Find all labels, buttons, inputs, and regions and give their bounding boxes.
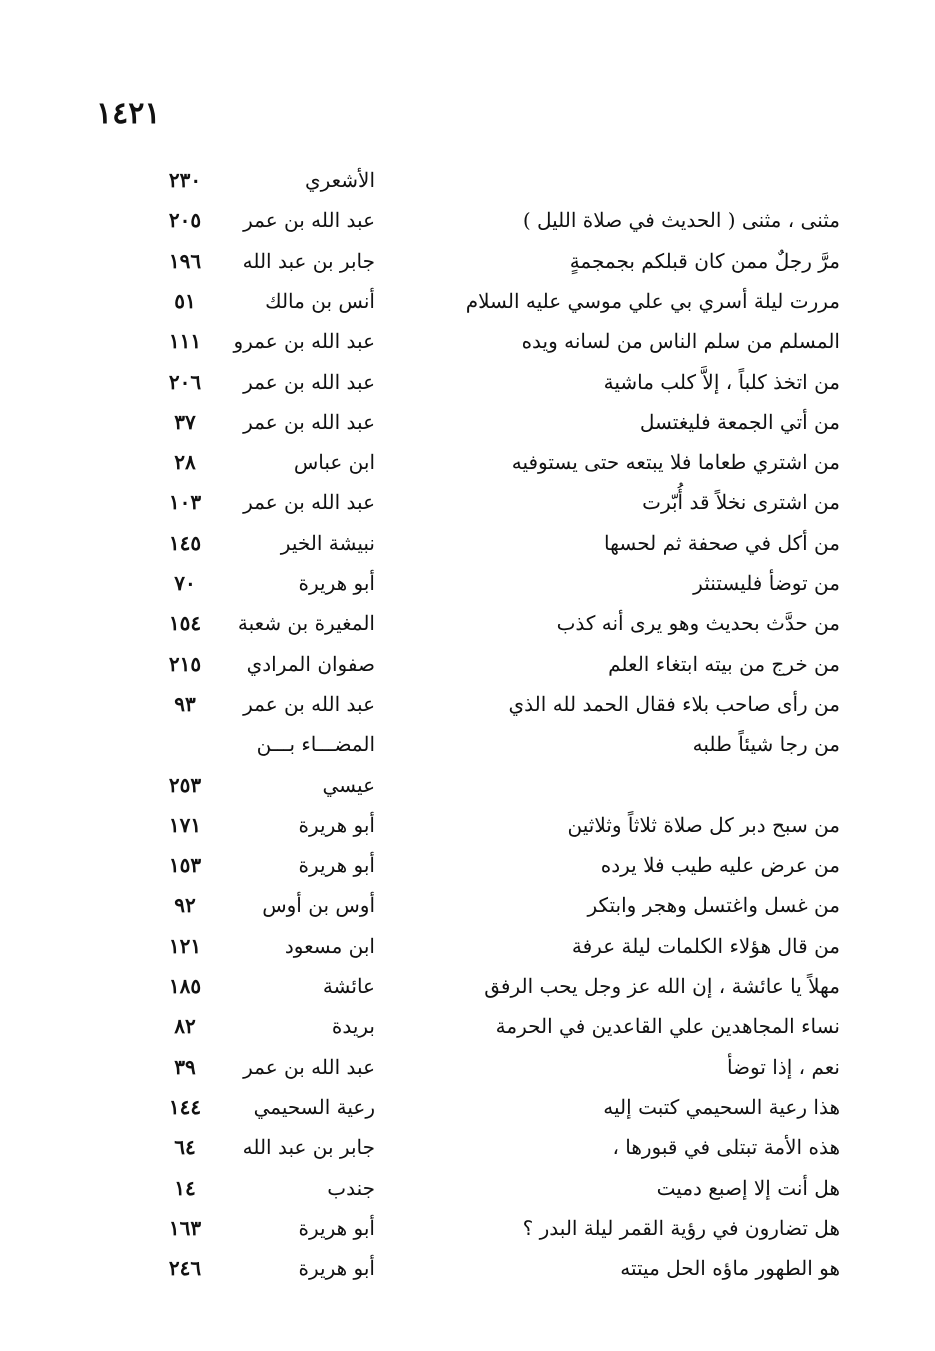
index-row	[0, 724, 935, 764]
hadith-number: ١٧١	[168, 812, 202, 837]
hadith-text: نعم ، إذا توضأ	[726, 1054, 840, 1079]
hadith-number: ٣٩	[174, 1054, 196, 1079]
hadith-number: ١٥٣	[168, 853, 202, 878]
hadith-text: هذا رعية السحيمي كتبت إليه	[603, 1094, 840, 1119]
hadith-number: ٧٠	[174, 571, 196, 595]
hadith-text: من اشتري طعاما فلا يبتعه حتى يستوفيه	[511, 450, 840, 475]
narrator-name: عبد الله بن عمر	[243, 1054, 375, 1079]
hadith-number: ٥١	[174, 288, 196, 313]
hadith-number: ١٠٣	[168, 490, 202, 515]
narrator-name: عبد الله بن عمرو	[233, 329, 375, 354]
index-row	[0, 1248, 935, 1288]
hadith-text: من أكل في صحفة ثم لحسها	[604, 530, 840, 555]
hadith-number: ٢١٥	[168, 651, 202, 676]
narrator-name: عبد الله بن عمر	[243, 369, 375, 394]
narrator-name: أبو هريرة	[298, 853, 375, 878]
hadith-number: ٩٢	[174, 893, 196, 918]
hadith-text: هل أنت إلا إصبع دميت	[656, 1175, 840, 1200]
hadith-text: من سبح دبر كل صلاة ثلاثاً وثلاثين	[567, 812, 840, 837]
index-row	[0, 644, 935, 684]
index-row	[0, 362, 935, 402]
index-row	[0, 1006, 935, 1046]
narrator-name: عبد الله بن عمر	[243, 409, 375, 434]
page-number: ١٤٢١	[96, 96, 161, 131]
index-row	[0, 1168, 935, 1208]
index-row	[0, 241, 935, 281]
hadith-number: ٦٤	[174, 1135, 196, 1160]
index-row	[0, 765, 935, 805]
index-row	[0, 966, 935, 1006]
hadith-text: من حدَّث بحديث وهو يرى أنه كذب	[556, 611, 840, 636]
narrator-name: ابن مسعود	[284, 933, 375, 958]
hadith-number: ٨٢	[174, 1014, 196, 1039]
index-row	[0, 281, 935, 321]
hadith-number: ١٨٥	[168, 974, 202, 998]
narrator-name: الأشعري	[304, 168, 375, 192]
hadith-text: مهلاً يا عائشة ، إن الله عز وجل يحب الرفق	[484, 974, 840, 998]
narrator-name: أبو هريرة	[298, 1215, 375, 1240]
hadith-number: ٢٠٥	[168, 208, 202, 233]
hadith-number: ١٤٤	[168, 1094, 202, 1119]
index-row	[0, 563, 935, 603]
index-row	[0, 402, 935, 442]
hadith-text: من أتي الجمعة فليغتسل	[639, 409, 840, 434]
hadith-text: من رجا شيئاً طلبه	[692, 732, 840, 757]
index-row	[0, 845, 935, 885]
hadith-number: ١٦٣	[168, 1215, 202, 1240]
hadith-number: ١٤٥	[168, 530, 202, 555]
hadith-text: من قال هؤلاء الكلمات ليلة عرفة	[571, 933, 840, 958]
narrator-name: أبو هريرة	[298, 812, 375, 837]
hadith-text: من خرج من بيته ابتغاء العلم	[608, 651, 840, 676]
narrator-name: صفوان المرادي	[246, 651, 375, 676]
hadith-text: من رأى صاحب بلاء فقال الحمد لله الذي	[508, 691, 840, 716]
hadith-number: ١٩٦	[168, 248, 202, 273]
hadith-text: هو الطهور ماؤه الحل ميتته	[620, 1256, 840, 1281]
hadith-text: هذه الأمة تبتلى في قبورها ،	[612, 1135, 840, 1160]
index-row	[0, 1087, 935, 1127]
hadith-number: ٢٠٦	[168, 369, 202, 394]
hadith-text: من اشترى نخلاً قد أُبّرت	[642, 490, 840, 515]
index-row	[0, 1208, 935, 1248]
hadith-number: ٣٧	[174, 409, 196, 434]
hadith-number: ٩٣	[174, 691, 196, 716]
hadith-number: ١٤	[174, 1175, 196, 1200]
narrator-name: عبد الله بن عمر	[243, 691, 375, 716]
narrator-name: أنس بن مالك	[265, 288, 375, 313]
narrator-name: جندب	[327, 1175, 375, 1200]
hadith-text: هل تضارون في رؤية القمر ليلة البدر ؟	[522, 1215, 840, 1240]
narrator-name: جابر بن عبد الله	[242, 1135, 375, 1160]
narrator-name: أوس بن أوس	[262, 893, 375, 918]
index-row	[0, 1127, 935, 1167]
index-row	[0, 523, 935, 563]
narrator-name: بريدة	[331, 1014, 375, 1039]
index-row	[0, 1047, 935, 1087]
index-row	[0, 684, 935, 724]
hadith-text: المسلم من سلم الناس من لسانه ويده	[521, 329, 840, 354]
hadith-number: ٢٣٠	[168, 168, 202, 192]
hadith-number: ١٢١	[168, 933, 202, 958]
hadith-number: ١٥٤	[168, 611, 202, 636]
index-row	[0, 926, 935, 966]
hadith-number: ٢٨	[174, 450, 196, 475]
hadith-text: من اتخذ كلباً ، إلاَّ كلب ماشية	[603, 369, 840, 394]
hadith-number: ١١١	[168, 329, 202, 354]
index-row	[0, 885, 935, 925]
hadith-number: ٢٥٣	[168, 772, 202, 797]
index-row	[0, 321, 935, 361]
hadith-text: مرَّ رجلٌ ممن كان قبلكم بجمجمةٍ	[569, 248, 840, 273]
narrator-name: نبيشة الخير	[280, 530, 375, 555]
hadith-text: نساء المجاهدين علي القاعدين في الحرمة	[495, 1014, 840, 1039]
narrator-name: المغيرة بن شعبة	[237, 611, 375, 636]
index-row	[0, 603, 935, 643]
hadith-text: مثنى ، مثنى ( الحديث في صلاة الليل )	[522, 208, 840, 233]
index-row	[0, 482, 935, 522]
narrator-name: عبد الله بن عمر	[243, 490, 375, 515]
narrator-name: أبو هريرة	[298, 571, 375, 595]
hadith-text: من عرض عليه طيب فلا يرده	[600, 853, 840, 878]
hadith-text: من توضأ فليستنثر	[693, 571, 840, 595]
narrator-name: عيسي	[322, 772, 375, 797]
hadith-text: مررت ليلة أسري بي علي موسي عليه السلام	[465, 288, 840, 313]
narrator-name: عبد الله بن عمر	[243, 208, 375, 233]
index-row	[0, 805, 935, 845]
narrator-name: جابر بن عبد الله	[242, 248, 375, 273]
index-row	[0, 160, 935, 200]
index-row	[0, 200, 935, 240]
hadith-text: من غسل واغتسل وهجر وابتكر	[587, 893, 840, 918]
narrator-name: المضـــاء بـــن	[256, 732, 375, 757]
narrator-name: أبو هريرة	[298, 1256, 375, 1281]
hadith-number: ٢٤٦	[168, 1256, 202, 1281]
narrator-name: رعية السحيمي	[253, 1094, 375, 1119]
narrator-name: عائشة	[322, 974, 375, 998]
index-row	[0, 442, 935, 482]
narrator-name: ابن عباس	[293, 450, 375, 475]
